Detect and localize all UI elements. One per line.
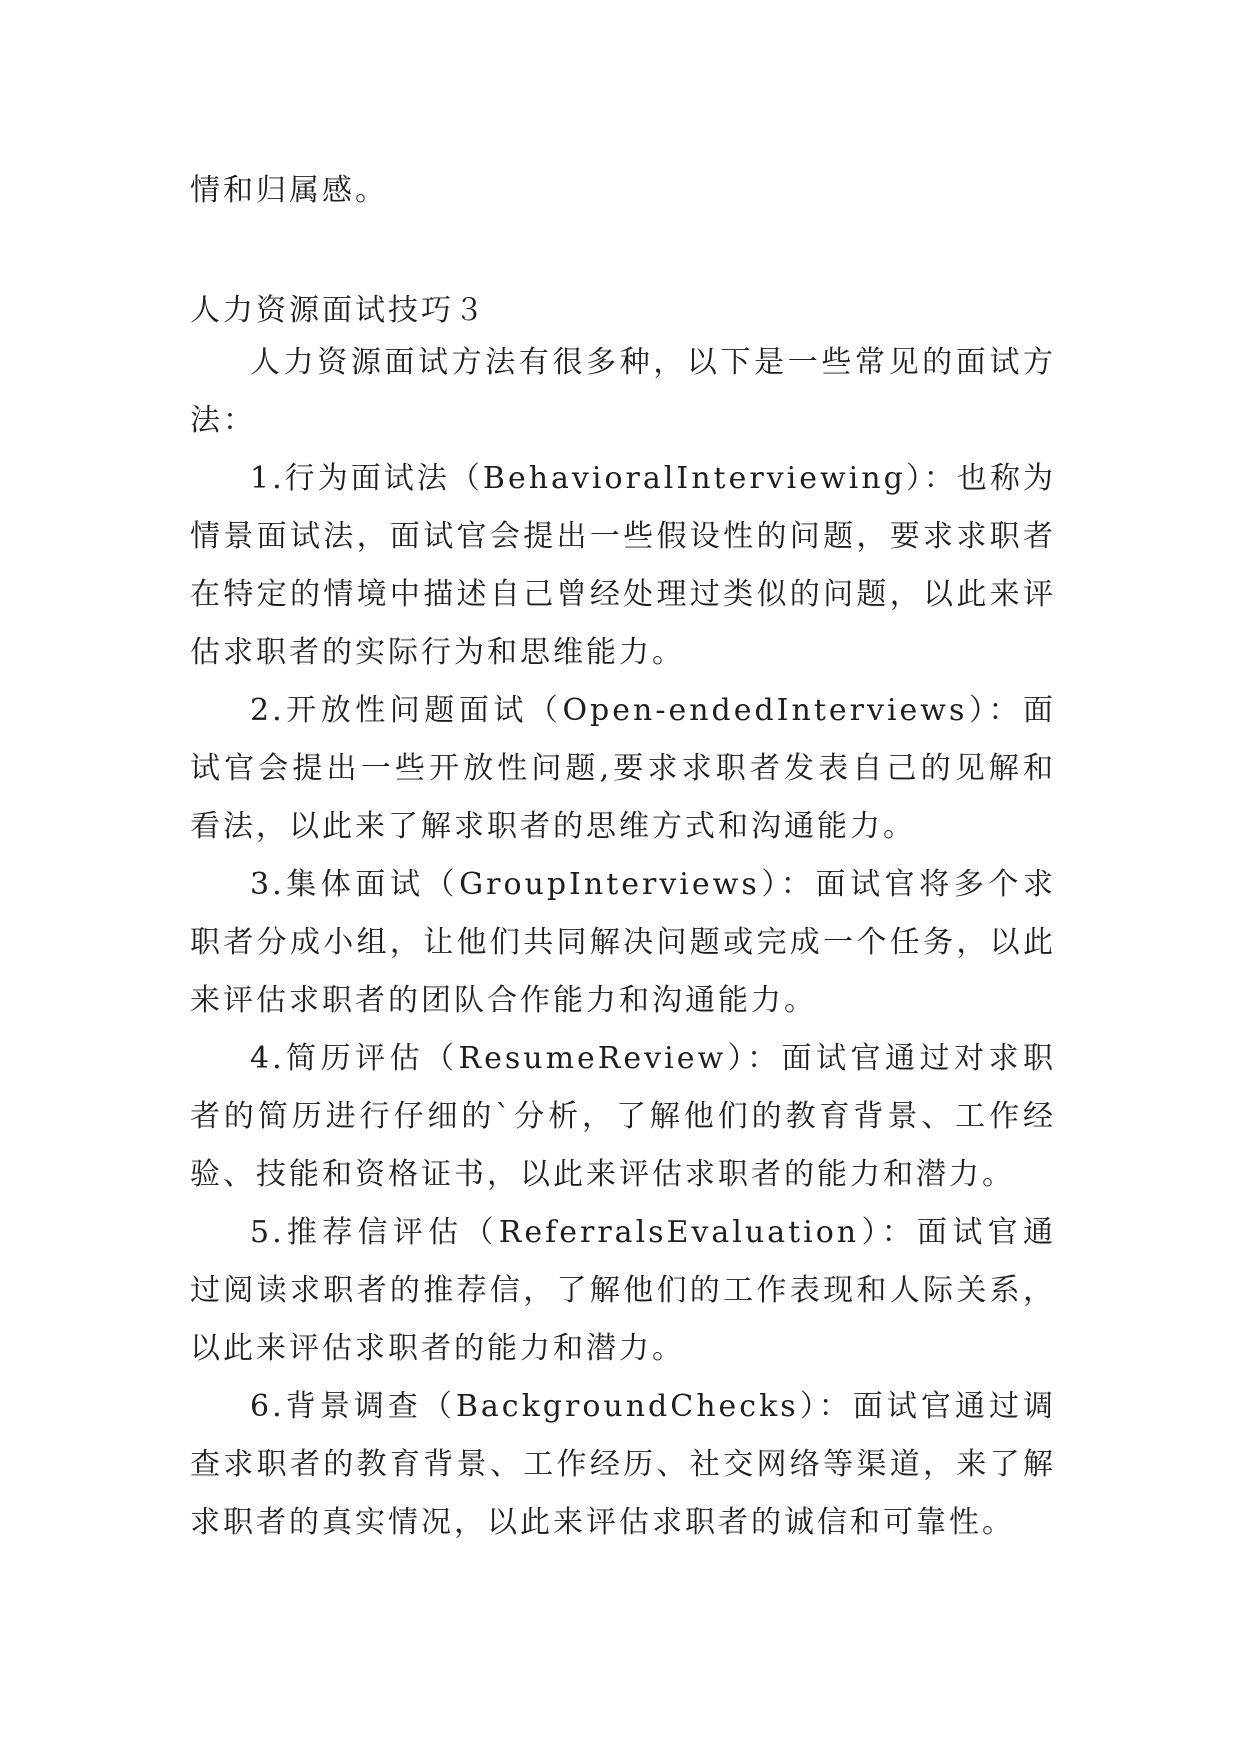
list-item-4: 4.简历评估（ResumeReview）：面试官通过对求职者的简历进行仔细的`分析，了解他们的教育背景、工作经验、技能和资格证书，以此来评估求职者的能力和潜力。 [190,1041,1056,1192]
list-item-6: 6.背景调查（BackgroundChecks）：面试官通过调查求职者的教育背景、工作经历、社交网络等渠道，来了解求职者的真实情况，以此来评估求职者的诚信和可靠性。 [190,1389,1056,1540]
list-item-2: 2.开放性问题面试（Open-endedInterviews）：面试官会提出一些开放性问题,要求求职者发表自己的见解和看法，以此来了解求职者的思维方式和沟通能力。 [190,693,1056,844]
intro-paragraph: 人力资源面试方法有很多种，以下是一些常见的面试方法： [190,345,1056,438]
section-heading: 人力资源面试技巧３ [190,293,487,328]
paragraph-fragment: 情和归属感。 [190,173,388,208]
list-item-5: 5.推荐信评估（ReferralsEvaluation）：面试官通过阅读求职者的推荐信，了解他们的工作表现和人际关系，以此来评估求职者的能力和潜力。 [190,1215,1056,1366]
list-item-3: 3.集体面试（GroupInterviews）：面试官将多个求职者分成小组，让他们共同解决问题或完成一个任务，以此来评估求职者的团队合作能力和沟通能力。 [190,867,1056,1018]
list-item-1: 1.行为面试法（BehavioralInterviewing）：也称为情景面试法，面试官会提出一些假设性的问题，要求求职者在特定的情境中描述自己曾经处理过类似的问题，以此来评估求职者的实际行为和思维能力。 [190,461,1056,670]
